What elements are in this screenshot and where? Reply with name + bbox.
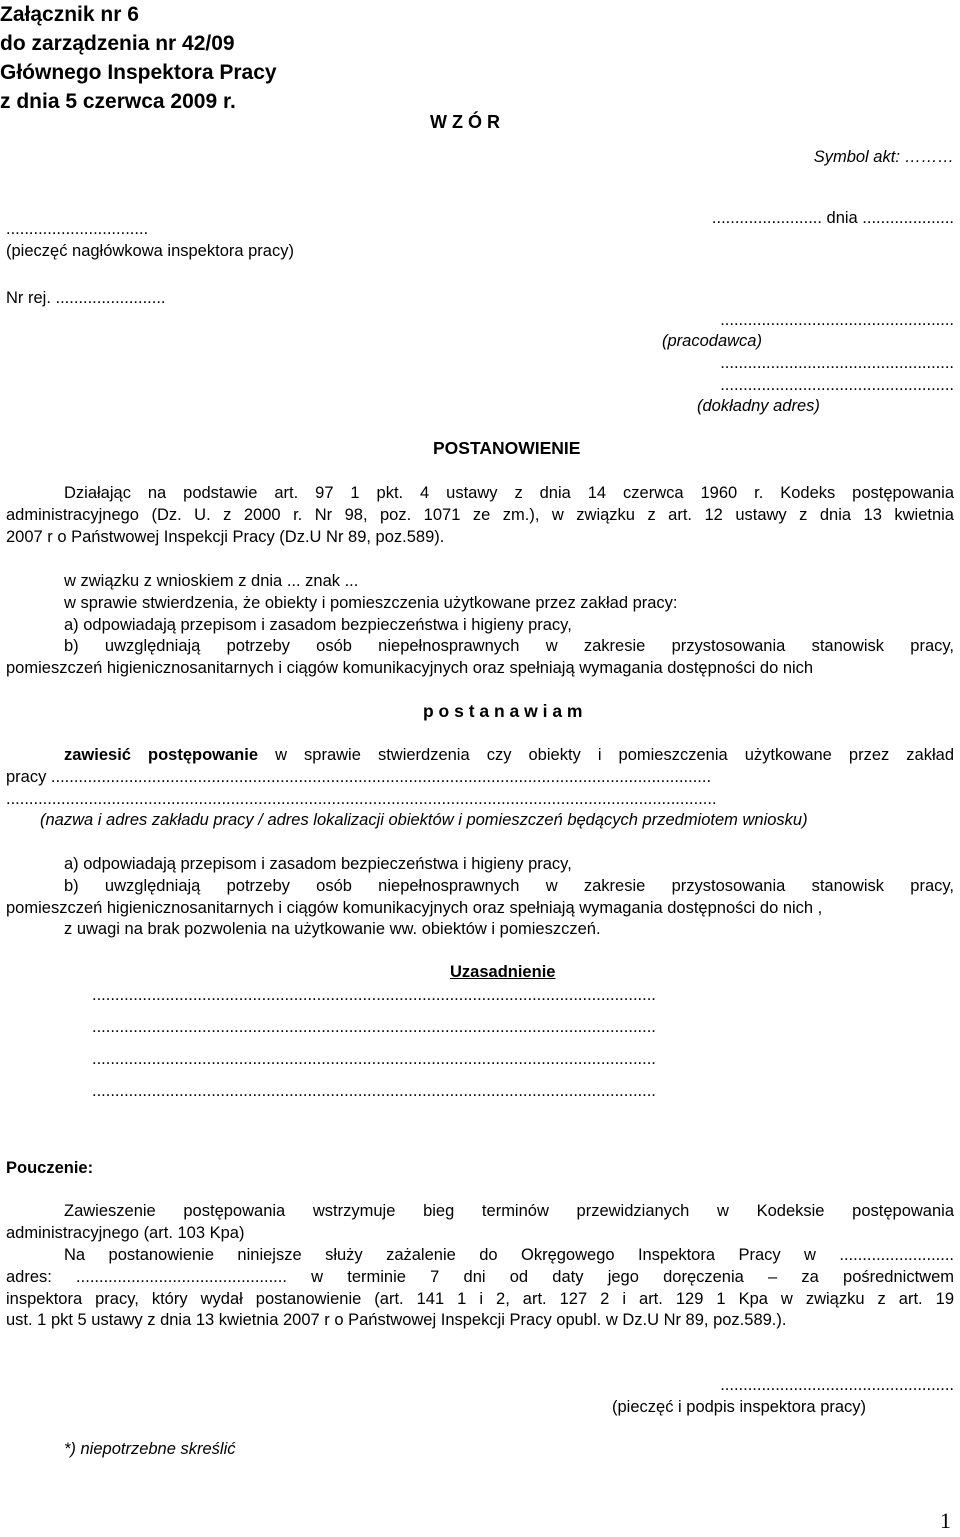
annex-line: z dnia 5 czerwca 2009 r. bbox=[0, 90, 236, 113]
workplace-dots: pracy ................................................................................................................................................ bbox=[6, 768, 712, 786]
annex-line: Załącznik nr 6 bbox=[0, 3, 139, 26]
signature-caption: (pieczęć i podpis inspektora pracy) bbox=[612, 1398, 867, 1416]
condition-line: a) odpowiadają przepisom i zasadom bezpieczeństwa i higieny pracy, bbox=[64, 855, 572, 873]
decision-word: p o s t a n a w i a m bbox=[423, 701, 583, 721]
registry-number: Nr rej. ........................ bbox=[6, 289, 166, 307]
instruction-line: administracyjnego (art. 103 Kpa) bbox=[6, 1224, 245, 1242]
workplace-dots: ........................................................................................................................................................... bbox=[6, 790, 717, 808]
instruction-line: ust. 1 pkt 5 ustawy z dnia 13 kwietnia 2007 r o Państwowej Inspekcji Pracy opubl. w Dz.U Nr 89, poz.589.). bbox=[6, 1311, 787, 1329]
annex-heading bbox=[0, 0, 960, 116]
address-caption: (dokładny adres) bbox=[697, 397, 820, 415]
condition-line: z uwagi na brak pozwolenia na użytkowanie ww. obiektów i pomieszczeń. bbox=[64, 920, 601, 938]
request-line: w związku z wnioskiem z dnia ... znak ... bbox=[64, 572, 359, 590]
annex-line: do zarządzenia nr 42/09 bbox=[0, 32, 235, 55]
signature-dots: ................................................... bbox=[720, 1376, 954, 1394]
annex-line: Głównego Inspektora Pracy bbox=[0, 61, 277, 84]
workplace-caption: (nazwa i adres zakładu pracy / adres lokalizacji obiektów i pomieszczeń będących przedmiotem wniosku) bbox=[40, 811, 808, 829]
page-number: 1 bbox=[940, 1508, 951, 1533]
stamp-caption: (pieczęć nagłówkowa inspektora pracy) bbox=[6, 242, 294, 260]
instruction-title: Pouczenie: bbox=[6, 1159, 94, 1177]
justification-title: Uzasadnienie bbox=[450, 963, 556, 981]
employer-dots: ................................................... bbox=[720, 311, 954, 329]
justification-dots: ........................................................................................................................... bbox=[92, 1018, 656, 1036]
address-dots: ................................................... bbox=[720, 354, 954, 372]
justification-dots: ........................................................................................................................... bbox=[92, 1082, 656, 1100]
instruction-line: Zawieszenie postępowania wstrzymuje bieg terminów przewidzianych w Kodeksie postępowania bbox=[64, 1202, 954, 1220]
instruction-line: inspektora pracy, który wydał postanowienie (art. 141 1 i 2, art. 127 2 i art. 129 1 Kpa w związku z art. 19 bbox=[6, 1290, 954, 1308]
instruction-line: Na postanowienie niniejsze służy zażalenie do Okręgowego Inspektora Pracy w ......................... bbox=[64, 1246, 954, 1264]
condition-line: pomieszczeń higienicznosanitarnych i ciągów komunikacyjnych oraz spełniają wymagania dostępności do nich , bbox=[6, 899, 823, 917]
legal-basis-line: administracyjnego (Dz. U. z 2000 r. Nr 98, poz. 1071 ze zm.), w związku z art. 12 ustawy z dnia 13 kwietnia bbox=[6, 506, 954, 524]
suspend-line bbox=[64, 744, 954, 766]
instruction-line: adres: .............................................. w terminie 7 dni od daty jego doręczenia – za pośrednictwem bbox=[6, 1268, 954, 1286]
suspend-bold: zawiesić postępowanie bbox=[64, 746, 259, 764]
document-title: POSTANOWIENIE bbox=[433, 438, 581, 458]
address-dots: ................................................... bbox=[720, 376, 954, 394]
request-line: pomieszczeń higienicznosanitarnych i ciągów komunikacyjnych oraz spełniają wymagania dostępności do nich bbox=[6, 659, 814, 677]
footnote: *) niepotrzebne skreślić bbox=[64, 1440, 236, 1458]
date-line: ........................ dnia .................... bbox=[711, 209, 954, 227]
stamp-dots: ............................... bbox=[6, 220, 149, 238]
condition-line: b) uwzględniają potrzeby osób niepełnosprawnych w zakresie przystosowania stanowisk pracy, bbox=[64, 877, 954, 895]
legal-basis-line: 2007 r o Państwowej Inspekcji Pracy (Dz.U Nr 89, poz.589). bbox=[6, 528, 445, 546]
suspend-rest: w sprawie stwierdzenia czy obiekty i pomieszczenia użytkowane przez zakład bbox=[258, 746, 954, 764]
file-symbol: Symbol akt: ……… bbox=[813, 148, 954, 166]
request-line: w sprawie stwierdzenia, że obiekty i pomieszczenia użytkowane przez zakład pracy: bbox=[64, 594, 678, 612]
request-line: b) uwzględniają potrzeby osób niepełnosprawnych w zakresie przystosowania stanowisk pracy, bbox=[64, 637, 954, 655]
request-line: a) odpowiadają przepisom i zasadom bezpieczeństwa i higieny pracy, bbox=[64, 616, 572, 634]
justification-dots: ........................................................................................................................... bbox=[92, 986, 656, 1004]
employer-caption: (pracodawca) bbox=[662, 332, 762, 350]
justification-dots: ........................................................................................................................... bbox=[92, 1050, 656, 1068]
template-label: W Z Ó R bbox=[430, 112, 500, 132]
legal-basis-line: Działając na podstawie art. 97 1 pkt. 4 ustawy z dnia 14 czerwca 1960 r. Kodeks postępowania bbox=[64, 484, 954, 502]
